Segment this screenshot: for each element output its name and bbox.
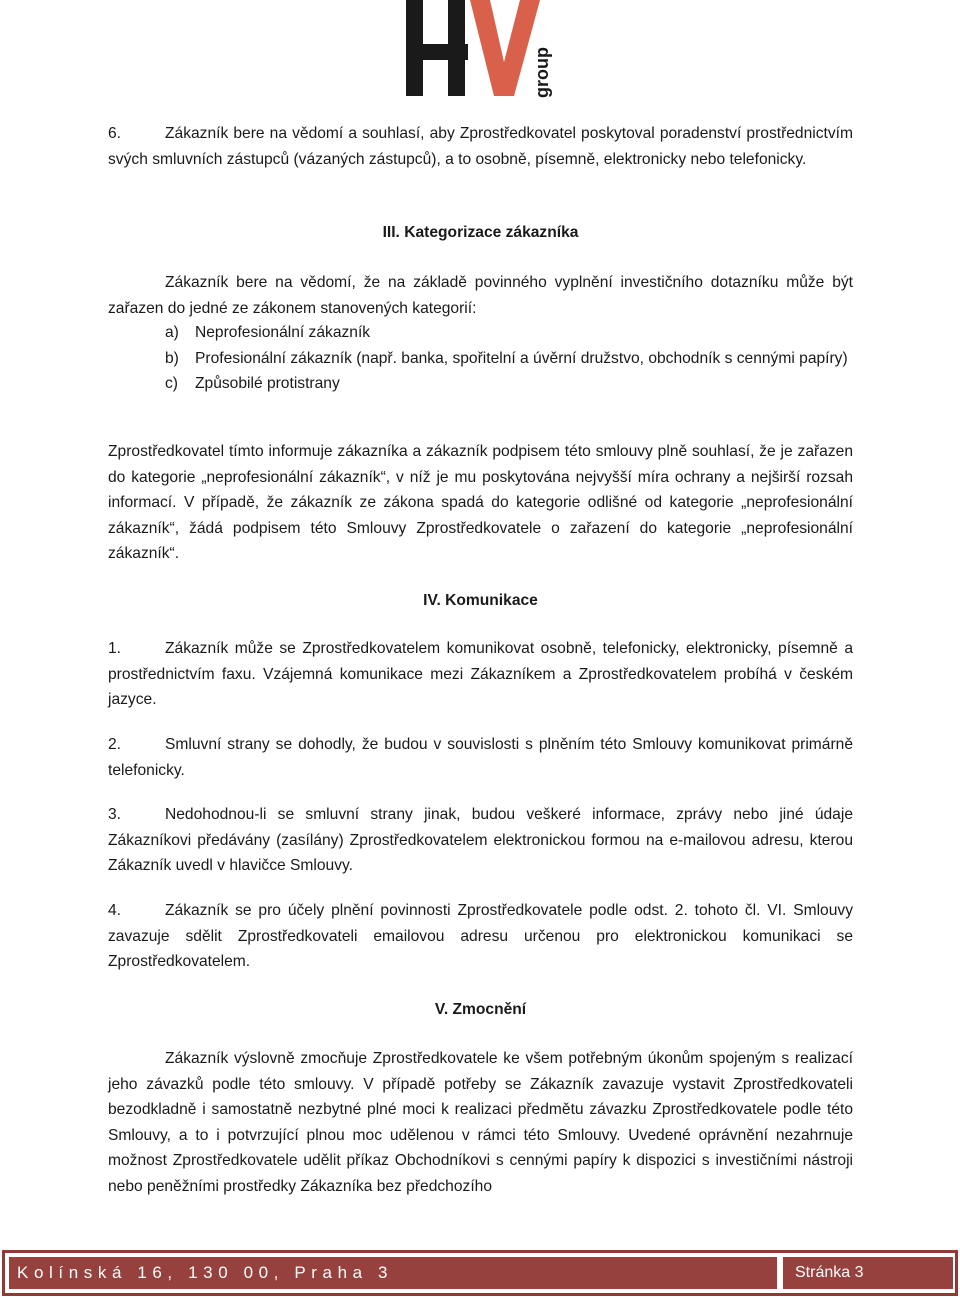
paragraph-number: 4.	[108, 902, 122, 919]
paragraph-text: Zákazník může se Zprostředkovatelem komunikovat osobně, telefonicky, elektronicky, písemně a prostřednictvím faxu. Vzájemná komunikace mezi Zákazníkem a Zprostředkovatelem probíhá v českém jazyce.	[108, 640, 853, 708]
list-marker: c)	[165, 375, 178, 392]
paragraph-number: 2.	[108, 736, 122, 753]
paragraph-iv-1	[108, 636, 853, 713]
paragraph-number: 3.	[108, 806, 122, 823]
section-title-v: V. Zmocnění	[434, 1001, 527, 1018]
paragraph-text: Zákazník bere na vědomí a souhlasí, aby Zprostředkovatel poskytoval poradenství prostřednictvím svých smluvních zástupců (vázaných zástupců), a to osobně, písemně, elektronicky nebo telefonicky.	[108, 125, 853, 168]
list-marker: b)	[165, 349, 179, 367]
paragraph-iv-2	[108, 732, 853, 783]
list-item	[165, 371, 855, 397]
paragraph-text: Smluvní strany se dohodly, že budou v souvislosti s plněním této Smlouvy komunikovat primárně telefonicky.	[108, 736, 853, 779]
logo-graphic	[404, 0, 554, 100]
list-text: Neprofesionální zákazník	[195, 324, 371, 341]
authorization-text: Zákazník výslovně zmocňuje Zprostředkovatele ke všem potřebným úkonům spojeným s realizací jeho závazků podle této smlouvy. V případě potřeby se Zákazník zavazuje vystavit Zprostředkovateli bezodkladně i samostatně nezbytné plné moci k realizaci předmětu závazku Zprostředkovatele podle této Smlouvy, a to i potvrzující plnou moc udělenou v rámci této Smlouvy. Uvedené oprávnění nezahrnuje možnost Zprostředkovatele udělit příkaz Obchodníkovi s cennými papíry k dispozici s investičními nástroji nebo peněžními prostředky Zákazníka bez předchozího	[108, 1050, 853, 1195]
category-list	[165, 320, 855, 397]
list-text: Způsobilé protistrany	[195, 375, 340, 392]
list-marker: a)	[165, 324, 179, 341]
page-footer	[2, 1250, 958, 1296]
list-text: Profesionální zákazník (např. banka, spořitelní a úvěrní družstvo, obchodník s cennými papíry)	[195, 349, 848, 367]
section-title-iii: III. Kategorizace zákazníka	[382, 224, 579, 241]
list-item	[165, 346, 855, 372]
section-title-iv: IV. Komunikace	[423, 592, 538, 609]
paragraph-number: 6.	[108, 125, 122, 142]
paragraph-iv-4	[108, 898, 853, 975]
paragraph-6	[108, 121, 853, 172]
paragraph-iv-3	[108, 802, 853, 879]
paragraph-number: 1.	[108, 640, 122, 657]
footer-address: Kolínská 16, 130 00, Praha 3	[9, 1257, 777, 1289]
footer-page-number: Stránka 3	[783, 1257, 953, 1289]
paragraph-text: Zákazník se pro účely plnění povinnosti Zprostředkovatele podle odst. 2. tohoto čl. VI. Smlouvy zavazuje sdělit Zprostředkovateli emailovou adresu určenou pro elektronickou komunikaci se Zprostředkovatelem.	[108, 902, 853, 970]
paragraph-text: Nedohodnou-li se smluvní strany jinak, budou veškeré informace, zprávy nebo jiné údaje Zákazníkovi předávány (zasílány) Zprostředkovatelem elektronickou formou na e-mailovou adresu, kterou Zákazník uvedl v hlavičce Smlouvy.	[108, 806, 853, 874]
categorization-body: Zprostředkovatel tímto informuje zákazníka a zákazník podpisem této smlouvy plně souhlasí, že je zařazen do kategorie „neprofesionální zákazník“, v níž je mu poskytována nejvyšší míra ochrany a nejširší rozsah informací. V případě, že zákazník ze zákona spadá do kategorie odlišné od kategorie „neprofesionální zákazník“, žádá podpisem této Smlouvy Zprostředkovatele o zařazení do kategorie „neprofesionální zákazník“.	[108, 443, 853, 562]
logo-tagline: group	[532, 47, 552, 98]
hv-group-logo	[404, 0, 554, 100]
list-item	[165, 320, 855, 346]
categorization-intro: Zákazník bere na vědomí, že na základě povinného vyplnění investičního dotazníku může být zařazen do jedné ze zákonem stanovených kategorií:	[108, 274, 853, 317]
